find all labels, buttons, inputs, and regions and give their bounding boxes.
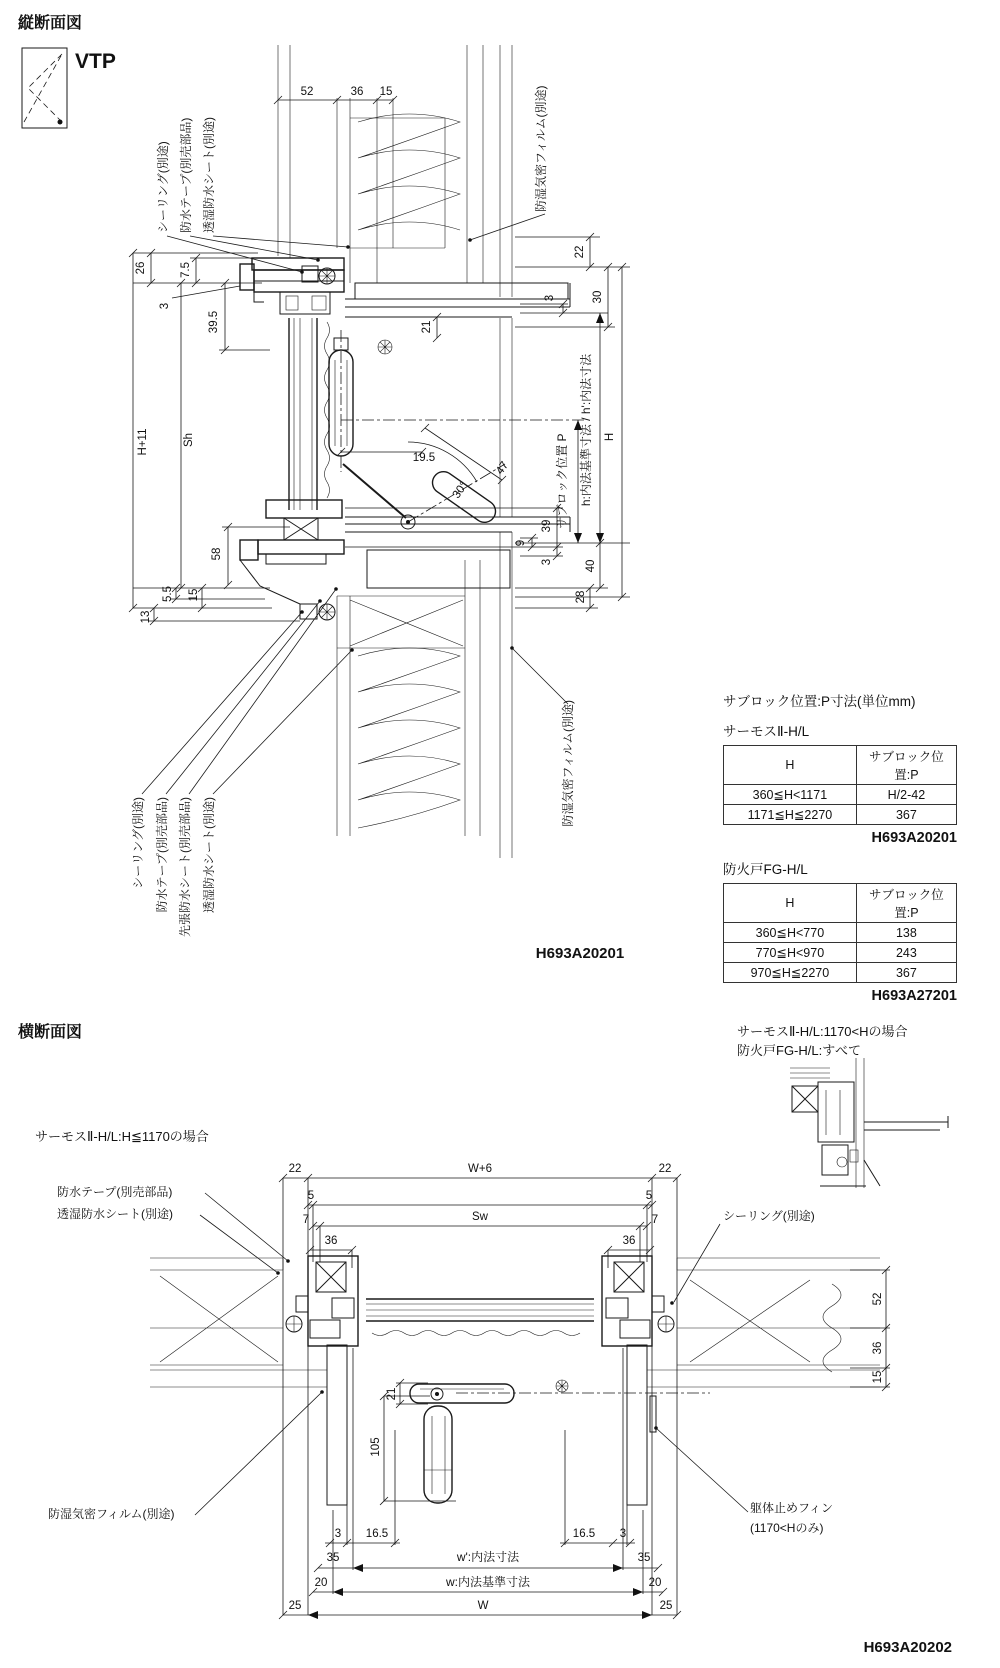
dim-25-right: 25 (659, 1600, 673, 1612)
dim-h-plus-11: H+11 (137, 428, 149, 456)
hs-callout-leaders (195, 1193, 748, 1515)
dim-47: 47 (493, 459, 512, 477)
col-header-h: H (724, 746, 857, 785)
table-row (724, 943, 957, 963)
callout-presheet-bottom: 先張防水シート(別売部品) (178, 797, 192, 937)
dim-7-right: 7 (651, 1214, 659, 1226)
callout-seal-bottom: シーリング(別途) (131, 797, 145, 889)
dim-22-right-plan: 22 (658, 1163, 672, 1175)
operator-handle (329, 330, 505, 529)
callout-tape-top: 防水テープ(別売部品) (179, 117, 193, 233)
dim-13: 13 (140, 610, 152, 624)
dim-sw: Sw (472, 1211, 488, 1223)
note-right-2: 防火戸FG-H/L:すべて (737, 1043, 861, 1058)
dim-35-left: 35 (326, 1552, 340, 1564)
dim-15: 15 (379, 86, 393, 98)
callout-tape-plan: 防水テープ(別売部品) (57, 1185, 173, 1199)
callout-fin-line1: 躯体止めフィン (750, 1501, 834, 1515)
hs-walls (150, 1258, 880, 1387)
fg-table-subtitle: 防火戸FG-H/L (723, 862, 808, 877)
dim-39: 39 (541, 519, 553, 533)
vs-drawing-code: H693A20201 (535, 945, 625, 962)
table-row (724, 805, 957, 825)
sublock-position-label: サブロック位置 P (555, 433, 569, 529)
sealing-block-right (652, 1296, 664, 1312)
dim-26: 26 (135, 261, 147, 275)
dim-30-deg: 30° (450, 479, 471, 501)
sill-framing-hatch (367, 550, 510, 588)
horizontal-section-drawing (17, 1022, 952, 1656)
hs-dimension-lines (279, 1174, 890, 1619)
dim-3-left: 3 (159, 302, 171, 310)
cell-h-range: 1171≦H≦2270 (724, 805, 857, 825)
cell-p-value: H/2-42 (856, 785, 956, 805)
dim-5-5: 5.5 (162, 586, 174, 602)
callout-seal-plan: シーリング(別途) (723, 1209, 815, 1223)
dim-w-prime-label: w':内法寸法 (456, 1550, 520, 1564)
col-header-sublock: サブロック位置:P (856, 746, 956, 785)
screw-head-right (658, 1316, 674, 1332)
dim-105: 105 (370, 1437, 382, 1457)
dim-52-plan: 52 (872, 1292, 884, 1306)
dim-36-left-plan: 36 (324, 1235, 338, 1247)
lower-wall (337, 560, 480, 836)
callout-film-top: 防湿気密フィルム(別途) (534, 85, 548, 212)
dim-3-right-bottom: 3 (541, 558, 553, 566)
vertical-section-drawing (17, 13, 630, 962)
reference-mark (378, 340, 392, 354)
callout-fin-line2: (1170<Hのみ) (750, 1521, 824, 1535)
dim-52: 52 (300, 86, 314, 98)
dim-36-plan: 36 (872, 1341, 884, 1355)
hs-window-frame (286, 1256, 674, 1505)
cell-p-value: 138 (856, 923, 956, 943)
dim-22-right: 22 (574, 245, 586, 259)
reference-mark-plan (556, 1380, 568, 1392)
callout-sheet-bottom: 透湿防水シート(別途) (202, 797, 216, 913)
glazing (289, 318, 330, 510)
table-row (724, 785, 957, 805)
fg-table-code: H693A27201 (871, 988, 957, 1004)
dim-3-right-plan: 3 (619, 1528, 627, 1540)
vs-callout-leaders (142, 214, 568, 794)
dim-5-right: 5 (645, 1190, 653, 1202)
dim-16-5-right: 16.5 (572, 1528, 596, 1540)
cell-h-range: 360≦H<1171 (724, 785, 857, 805)
cell-p-value: 243 (856, 943, 956, 963)
table-row (724, 963, 957, 983)
cell-h-range: 770≦H<970 (724, 943, 857, 963)
dim-7-5: 7.5 (180, 262, 192, 278)
dim-15-plan: 15 (872, 1370, 884, 1384)
screw-head-left (286, 1316, 302, 1332)
fireproof-table (723, 883, 957, 983)
dim-21-plan: 21 (386, 1387, 398, 1401)
vtp-symbol-icon (22, 48, 67, 128)
sealing-block-top (302, 266, 318, 282)
vertical-section-title: 縦断面図 (18, 15, 83, 32)
dim-5-left: 5 (307, 1190, 315, 1202)
dim-36: 36 (350, 86, 364, 98)
casing-strip-left (327, 1345, 347, 1505)
dim-22-left-plan: 22 (288, 1163, 302, 1175)
dim-16-5-left: 16.5 (365, 1528, 389, 1540)
casing-strip-right (627, 1345, 647, 1505)
dim-28: 28 (575, 590, 587, 604)
callout-sheet-plan: 透湿防水シート(別途) (57, 1207, 173, 1221)
dim-20-left: 20 (314, 1577, 328, 1589)
dim-3-leader (172, 286, 240, 298)
callout-sheet-top: 透湿防水シート(別途) (202, 117, 216, 233)
dim-7-left: 7 (302, 1214, 310, 1226)
thermos-table-subtitle: サーモスⅡ-H/L (723, 724, 810, 739)
horizontal-section-title: 横断面図 (18, 1024, 83, 1041)
dim-25-left: 25 (288, 1600, 302, 1612)
dim-9: 9 (515, 539, 527, 547)
cell-p-value: 367 (856, 963, 956, 983)
head-framing-hatch (355, 283, 568, 302)
sublock-tables (723, 690, 957, 1016)
dim-40: 40 (585, 559, 597, 573)
dim-H: H (604, 432, 616, 442)
note-left: サーモスⅡ-H/L:H≦1170の場合 (35, 1129, 209, 1144)
cell-h-range: 360≦H<770 (724, 923, 857, 943)
dim-w-plus-6: W+6 (468, 1163, 492, 1175)
insulation-coil-bottom (358, 648, 460, 828)
dim-W-overall: W (477, 1600, 489, 1612)
callout-film-plan: 防湿気密フィルム(別途) (48, 1507, 175, 1521)
dim-15-left: 15 (188, 588, 200, 602)
dim-w-label: w:内法基準寸法 (445, 1575, 531, 1589)
hs-drawing-code: H693A20202 (863, 1639, 952, 1656)
dim-58: 58 (211, 547, 223, 561)
jamb-detail-drawing (790, 1058, 948, 1188)
dim-20-right: 20 (648, 1577, 662, 1589)
thermos-table-code: H693A20201 (871, 830, 957, 846)
dim-sh: Sh (183, 432, 195, 448)
cell-h-range: 970≦H≦2270 (724, 963, 857, 983)
hs-operator-handle (410, 1380, 710, 1503)
dim-30-right: 30 (592, 290, 604, 304)
callout-tape-bottom: 防水テープ(別売部品) (155, 797, 169, 913)
sealing-block-left (296, 1296, 308, 1312)
thermos-table (723, 745, 957, 825)
dim-36-right-plan: 36 (622, 1235, 636, 1247)
table-row (724, 923, 957, 943)
dim-3-right-top: 3 (544, 294, 556, 302)
dim-19-5: 19.5 (412, 452, 436, 464)
dimension-ticks-plan (279, 1174, 890, 1619)
cell-p-value: 367 (856, 805, 956, 825)
dim-35-right: 35 (637, 1552, 651, 1564)
dim-3-left-plan: 3 (334, 1528, 342, 1540)
callout-film-bottom: 防湿気密フィルム(別途) (561, 700, 575, 827)
col-header-sublock: サブロック位置:P (856, 884, 956, 923)
col-header-h: H (724, 884, 857, 923)
inner-dimension-label: h:内法基準寸法 / h':内法寸法 (579, 353, 593, 507)
table-title: サブロック位置:P寸法(単位mm) (723, 694, 916, 709)
callout-seal-top: シーリング(別途) (156, 141, 170, 233)
screen-mesh-plan (372, 1331, 580, 1336)
dim-39-5: 39.5 (208, 310, 220, 334)
vtp-label: VTP (75, 50, 116, 73)
note-right-1: サーモスⅡ-H/L:1170<Hの場合 (737, 1024, 908, 1039)
screw-head-bottom (319, 604, 335, 620)
dim-21: 21 (421, 320, 433, 334)
